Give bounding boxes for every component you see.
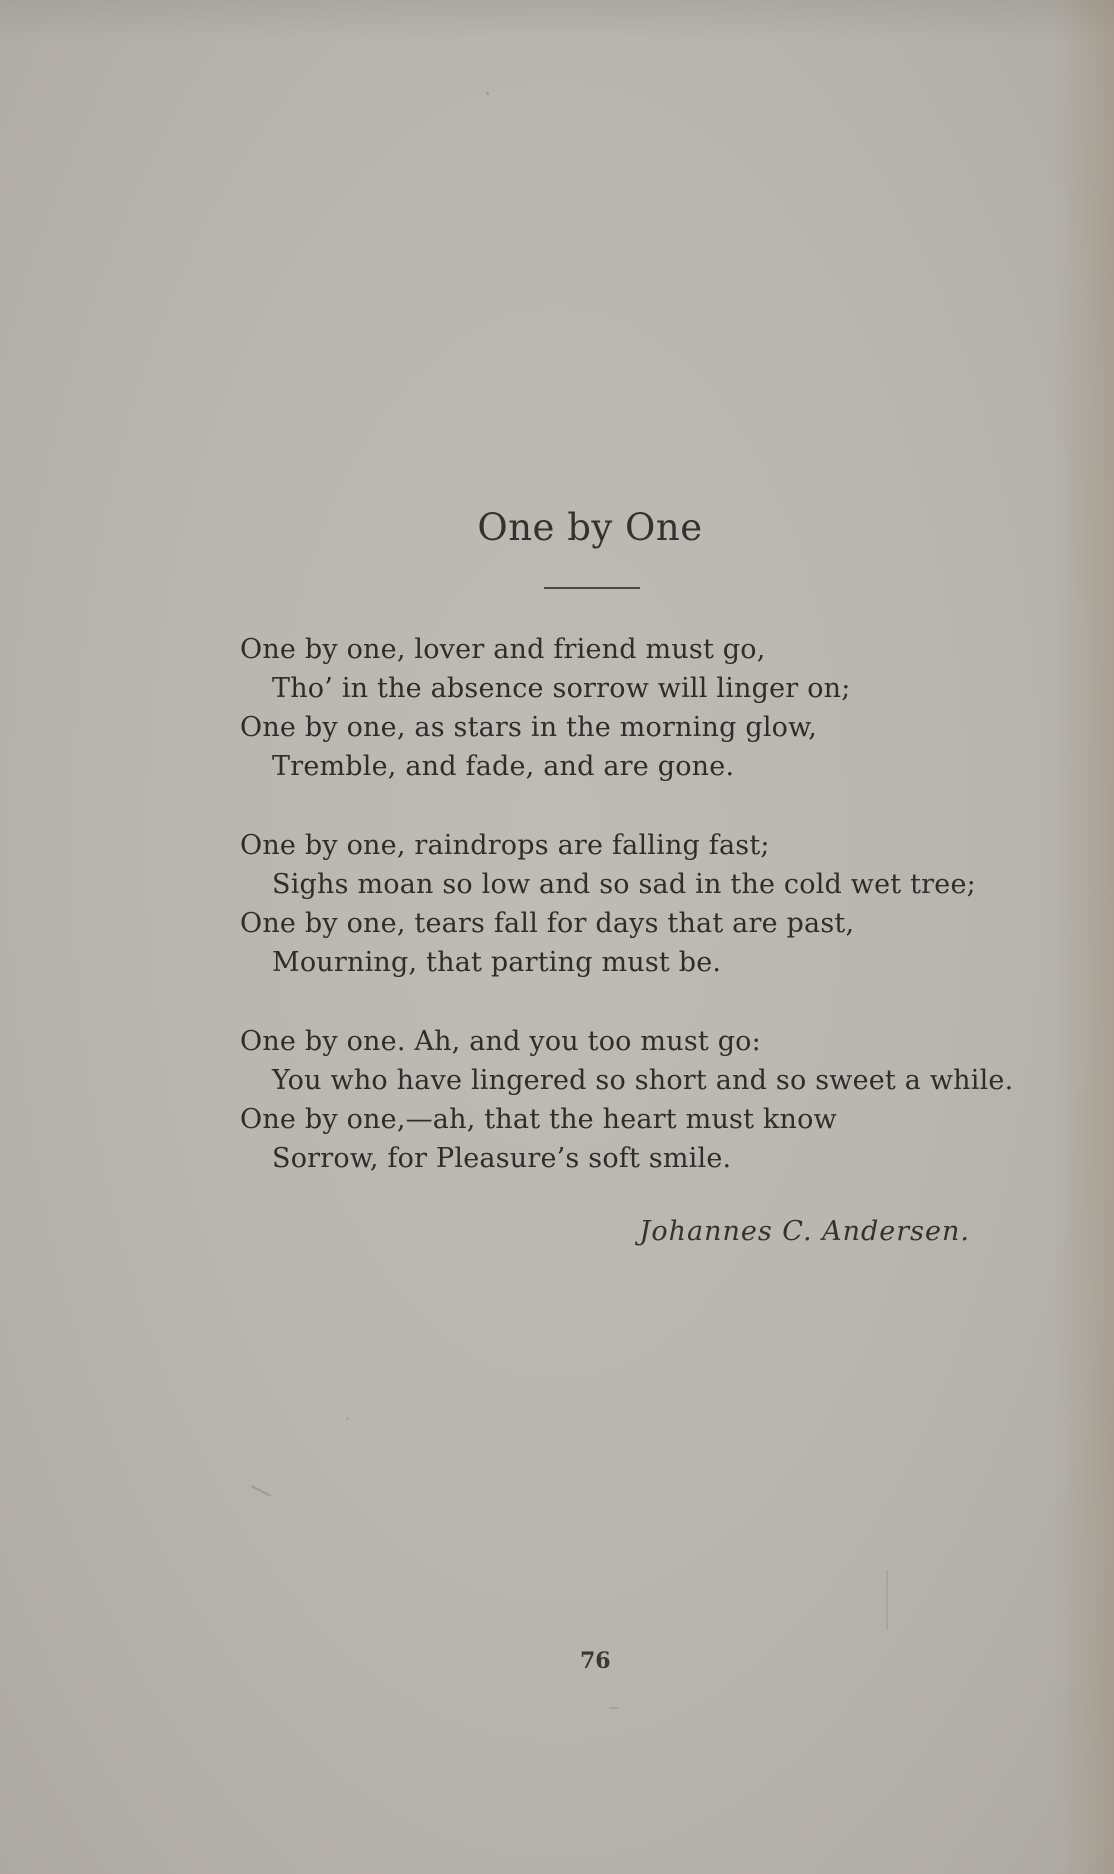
poem-line: Tremble, and fade, and are gone. bbox=[272, 751, 735, 782]
paper-speck bbox=[609, 1707, 619, 1709]
poem-line: One by one, lover and friend must go, bbox=[240, 634, 766, 665]
paper-speck bbox=[886, 1570, 888, 1630]
poem-line: One by one, as stars in the morning glow, bbox=[240, 712, 817, 743]
paper-speck bbox=[251, 1485, 271, 1497]
poem-line: One by one, raindrops are falling fast; bbox=[240, 830, 770, 861]
poem-line: You who have lingered so short and so sweet a while. bbox=[272, 1065, 1014, 1096]
stanza-1 bbox=[240, 630, 1070, 786]
stanza-3 bbox=[240, 1022, 1070, 1178]
stanza-2 bbox=[240, 826, 1070, 982]
page-number: 76 bbox=[580, 1648, 611, 1674]
poem-line: One by one, tears fall for days that are past, bbox=[240, 908, 855, 939]
poem-line: Mourning, that parting must be. bbox=[272, 947, 722, 978]
paper-speck bbox=[346, 1417, 349, 1420]
poem-body bbox=[240, 630, 1070, 1218]
poem-line: Tho’ in the absence sorrow will linger on; bbox=[272, 673, 851, 704]
poem-line: Sighs moan so low and so sad in the cold wet tree; bbox=[272, 869, 976, 900]
poem-line: Sorrow, for Pleasure’s soft smile. bbox=[272, 1143, 732, 1174]
poem-author: Johannes C. Andersen. bbox=[639, 1216, 970, 1247]
poem-line: One by one,—ah, that the heart must know bbox=[240, 1104, 837, 1135]
paper-speck bbox=[486, 92, 489, 95]
poem-line: One by one. Ah, and you too must go: bbox=[240, 1026, 761, 1057]
title-divider bbox=[544, 587, 640, 589]
poem-title: One by One bbox=[477, 506, 703, 549]
